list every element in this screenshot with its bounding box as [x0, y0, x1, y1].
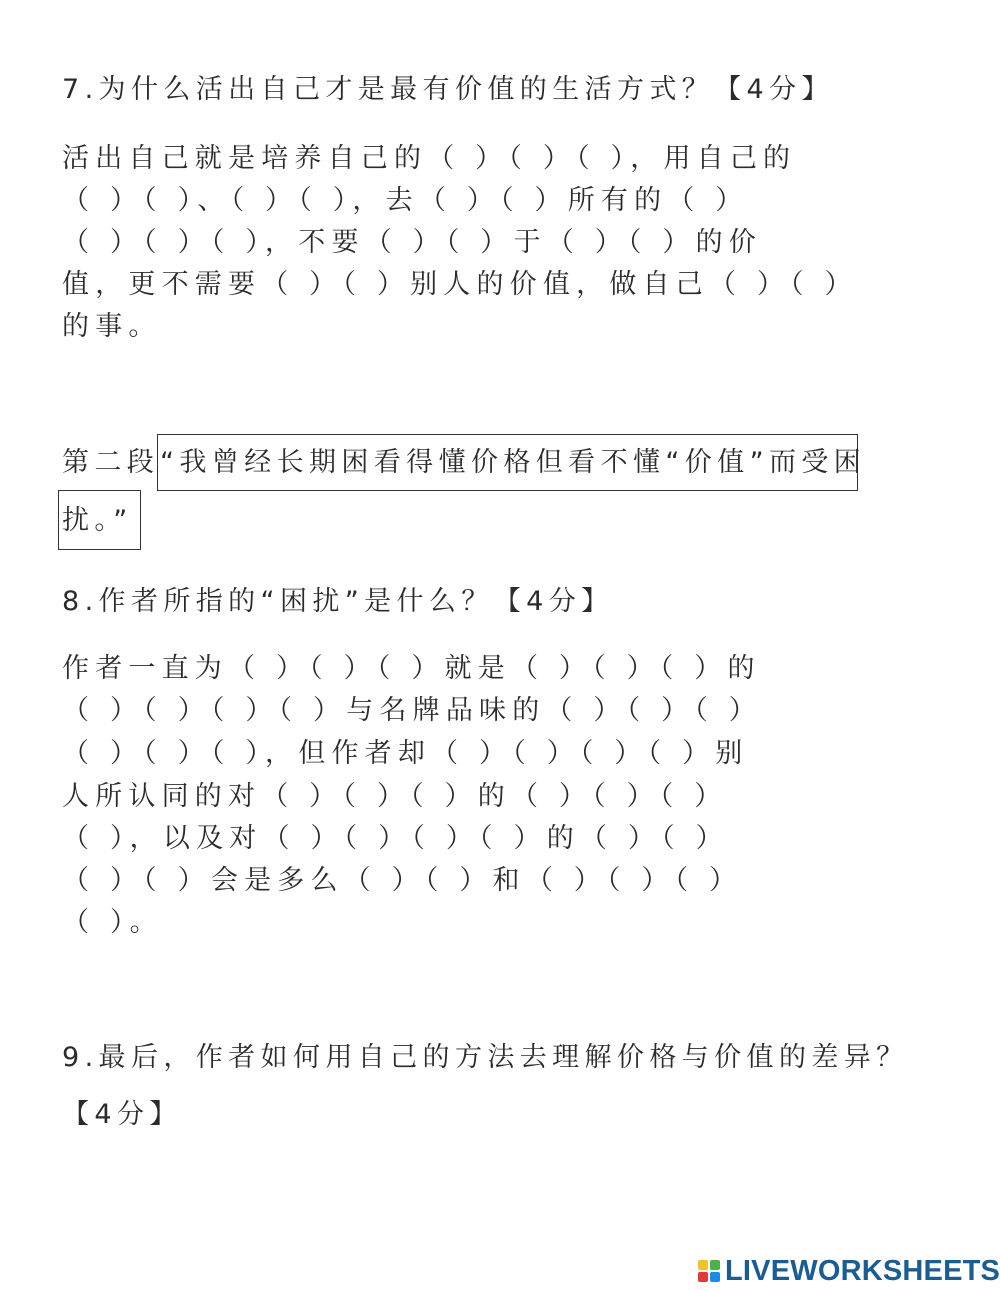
passage-quote-line1: “我曾经长期困看得懂价格但看不懂“价值”而受困: [160, 447, 867, 478]
question-7-answer-line: 活出自己就是培养自己的（ ）（ ）（ ），用自己的: [62, 143, 797, 174]
question-9-score: 【4分】: [62, 1099, 182, 1130]
passage-label: 第二段: [62, 447, 160, 478]
question-8-title: 8.作者所指的“困扰”是什么？【4分】: [62, 586, 614, 617]
logo-square-yellow: [698, 1260, 708, 1270]
question-8-answer-line: （ ）（ ）会是多么（ ）（ ）和（ ）（ ）（ ）: [62, 865, 743, 896]
logo-square-blue: [710, 1272, 720, 1282]
question-7-title: 7.为什么活出自己才是最有价值的生活方式？【4分】: [62, 74, 834, 105]
logo-square-red: [698, 1272, 708, 1282]
question-7-answer-line: （ ）（ ）（ ），不要（ ）（ ）于（ ）（ ）的价: [62, 227, 762, 258]
question-7-answer-line: 的事。: [62, 311, 162, 342]
logo-square-green: [710, 1260, 720, 1270]
question-9-title: 9.最后，作者如何用自己的方法去理解价格与价值的差异？: [62, 1042, 909, 1073]
question-8-answer-line: （ ）（ ）（ ）（ ）与名牌品味的（ ）（ ）（ ）: [62, 695, 762, 726]
question-8-answer-line: 人所认同的对（ ）（ ）（ ）的（ ）（ ）（ ）: [62, 781, 728, 812]
liveworksheets-logo: [698, 1254, 1000, 1288]
passage-quote-line2: 扰。”: [62, 505, 133, 536]
question-8-answer-line: （ ）（ ）（ ），但作者却（ ）（ ）（ ）（ ）别: [62, 738, 749, 769]
liveworksheets-logo-icon: [698, 1260, 720, 1282]
question-8-answer-line: 作者一直为（ ）（ ）（ ）就是（ ）（ ）（ ）的: [62, 653, 761, 684]
question-7-answer-line: 值，更不需要（ ）（ ）别人的价值，做自己（ ）（ ）: [62, 269, 858, 300]
question-8-answer-line: （ ）。: [62, 907, 163, 938]
question-8-answer-line: （ ），以及对（ ）（ ）（ ）（ ）的（ ）（ ）: [62, 823, 729, 854]
liveworksheets-logo-text: LIVEWORKSHEETS: [725, 1254, 1000, 1287]
question-7-answer-line: （ ）（ ）、（ ）（ ），去（ ）（ ）所有的（ ）: [62, 185, 749, 216]
